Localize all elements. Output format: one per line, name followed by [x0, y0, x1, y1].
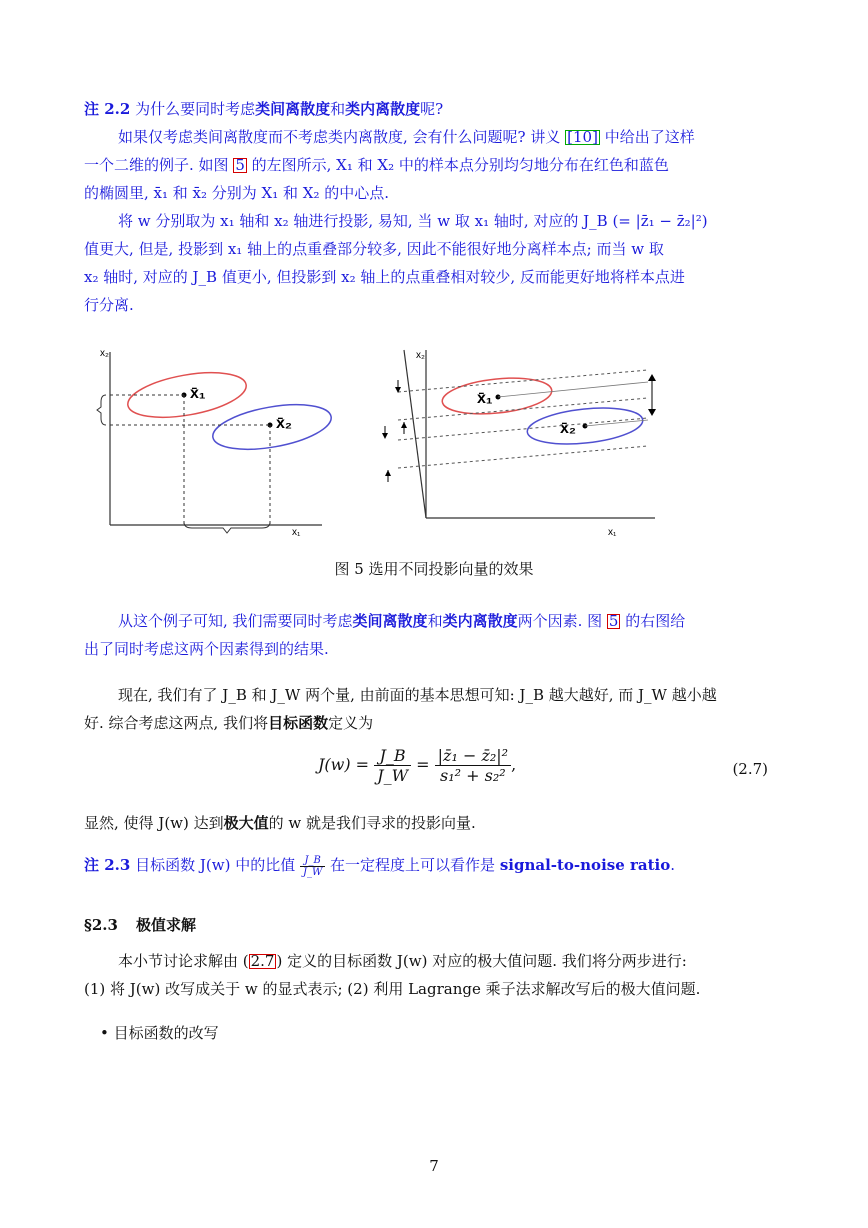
- right-arrowhead-3: [401, 422, 407, 428]
- bullet-text: 目标函数的改写: [113, 1024, 219, 1042]
- note-2-2-line-3: 的椭圆里, x̄₁ 和 x̄₂ 分别为 X₁ 和 X₂ 的中心点.: [84, 184, 390, 202]
- note-2-2-line-1: [118, 126, 695, 147]
- right-x2-label: x₂: [416, 350, 425, 361]
- text: 本小节讨论求解由 (: [118, 952, 249, 970]
- figure-caption: 图 5 选用不同投影向量的效果: [334, 560, 534, 578]
- term-between-class: 类间离散度: [255, 100, 331, 118]
- eq-frac-2-den: s₁² + s₂²: [440, 766, 506, 785]
- section-line-1: [118, 950, 687, 971]
- para-after-line-1: [118, 610, 685, 631]
- right-proj-line-4: [398, 446, 648, 468]
- note-frac-num: J_B: [300, 855, 325, 867]
- note-text-end: 呢?: [420, 100, 444, 118]
- figure-link[interactable]: 5: [608, 612, 619, 630]
- note-2-3: [84, 854, 675, 878]
- term-within-class: 类内离散度: [345, 100, 421, 118]
- left-red-ellipse: [124, 365, 249, 425]
- note-frac: [300, 855, 325, 878]
- text: 一个二维的例子. 如图: [84, 156, 234, 174]
- eq-frac-2-num: |z̄₁ − z̄₂|²: [435, 746, 511, 766]
- right-gap-arrowhead-top: [648, 374, 656, 381]
- left-blue-ellipse: [209, 397, 334, 457]
- citation-link[interactable]: [10]: [567, 128, 598, 146]
- left-c2-label: x̄₂: [276, 415, 293, 432]
- term-between-class: 类间离散度: [352, 612, 428, 630]
- text: 中给出了这样: [599, 128, 695, 146]
- figure-right: [380, 340, 680, 540]
- text: 如果仅考虑类间离散度而不考虑类内离散度, 会有什么问题呢? 讲义: [118, 128, 566, 146]
- conj: 和: [427, 612, 443, 630]
- text: 目标函数 J(w) 中的比值: [130, 856, 300, 874]
- eq-frac-1-den: J_W: [377, 766, 409, 785]
- text: 在一定程度上可以看作是: [325, 856, 500, 874]
- bullet-icon: •: [100, 1024, 109, 1042]
- note-2-2-line-2: [84, 154, 669, 175]
- section-title: 极值求解: [135, 916, 196, 934]
- right-projection-axis: [404, 350, 426, 518]
- note-2-2-line-5: 值更大, 但是, 投影到 x₁ 轴上的点重叠部分较多, 因此不能很好地分离样本点; 而当 w 取: [84, 240, 664, 258]
- term-within-class: 类内离散度: [442, 612, 518, 630]
- section-line-2: (1) 将 J(w) 改写成关于 w 的显式表示; (2) 利用 Lagrange 乘子法求解改写后的极大值问题.: [84, 980, 701, 998]
- right-c1-label: x̄₁: [477, 390, 493, 407]
- body-p3-line-2: [84, 712, 373, 733]
- left-brace-y: [97, 395, 106, 425]
- note-2-2-line-7: 行分离.: [84, 296, 134, 314]
- eq-equals: =: [416, 755, 435, 774]
- right-center-ray-2: [585, 420, 648, 426]
- note-2-2-heading: [84, 98, 443, 119]
- note-text: 为什么要同时考虑: [130, 100, 256, 118]
- term-objective: 目标函数: [268, 714, 329, 732]
- left-brace-x: [184, 522, 270, 533]
- right-x1-label: x₁: [608, 527, 617, 538]
- eq-frac-1-num: J_B: [374, 746, 411, 766]
- text: .: [670, 856, 676, 874]
- page-number: 7: [429, 1157, 439, 1175]
- eq-comma: ,: [511, 755, 517, 774]
- note-label: 注 2.2: [84, 100, 131, 118]
- note-label: 注 2.3: [84, 856, 131, 874]
- eq-lhs: J(w) =: [318, 755, 375, 774]
- body-p3-line-1: 现在, 我们有了 J_B 和 J_W 两个量, 由前面的基本思想可知: J_B 越大越好, 而 J_W 越小越: [118, 686, 717, 704]
- right-proj-line-3: [398, 418, 648, 440]
- figure-link[interactable]: 5: [235, 156, 245, 174]
- left-c1-label: x̄₁: [190, 385, 206, 402]
- bullet-item: [100, 1022, 219, 1043]
- right-proj-line-1: [398, 370, 648, 392]
- note-frac-den: J_W: [302, 866, 323, 878]
- body-p4: [84, 812, 476, 833]
- text: 好. 综合考虑这两点, 我们将: [84, 714, 269, 732]
- text: 定义为: [328, 714, 374, 732]
- left-x2-label: x₂: [100, 348, 109, 359]
- term-maximum: 极大值: [223, 814, 269, 832]
- text: 显然, 使得 J(w) 达到: [84, 814, 224, 832]
- figure-left: [92, 340, 342, 540]
- note-2-2-line-6: x₂ 轴时, 对应的 J_B 值更小, 但投影到 x₂ 轴上的点重叠相对较少, 反而能更好地将样本点进: [84, 268, 685, 286]
- equation-link[interactable]: 2.7: [250, 952, 275, 970]
- right-center-ray-1: [498, 382, 648, 397]
- conj: 和: [330, 100, 346, 118]
- eq-frac-2: [435, 746, 511, 785]
- left-x1-label: x₁: [292, 527, 301, 538]
- eq-frac-1: [374, 746, 411, 785]
- text: 的右图给: [620, 612, 686, 630]
- para-after-line-2: 出了同时考虑这两个因素得到的结果.: [84, 640, 329, 658]
- note-2-2-line-4: 将 w 分别取为 x₁ 轴和 x₂ 轴进行投影, 易知, 当 w 取 x₁ 轴时, 对应的 J_B (= |z̄₁ − z̄₂|²): [118, 212, 708, 230]
- section-number: §2.3: [84, 916, 118, 934]
- text: 的左图所示, X₁ 和 X₂ 中的样本点分别均匀地分布在红色和蓝色: [246, 156, 669, 174]
- right-arrowhead-4: [385, 470, 391, 476]
- term-snr: signal-to-noise ratio: [499, 856, 671, 874]
- text: 两个因素. 图: [517, 612, 607, 630]
- text: 从这个例子可知, 我们需要同时考虑: [118, 612, 353, 630]
- right-arrowhead-2: [382, 433, 388, 439]
- text: ) 定义的目标函数 J(w) 对应的极大值问题. 我们将分两步进行:: [276, 952, 687, 970]
- equation-2-7: [318, 746, 516, 785]
- right-gap-arrowhead-bottom: [648, 409, 656, 416]
- right-c2-label: x̄₂: [560, 420, 577, 437]
- section-heading: [84, 914, 196, 935]
- equation-number: (2.7): [732, 760, 768, 778]
- text: 的 w 就是我们寻求的投影向量.: [268, 814, 476, 832]
